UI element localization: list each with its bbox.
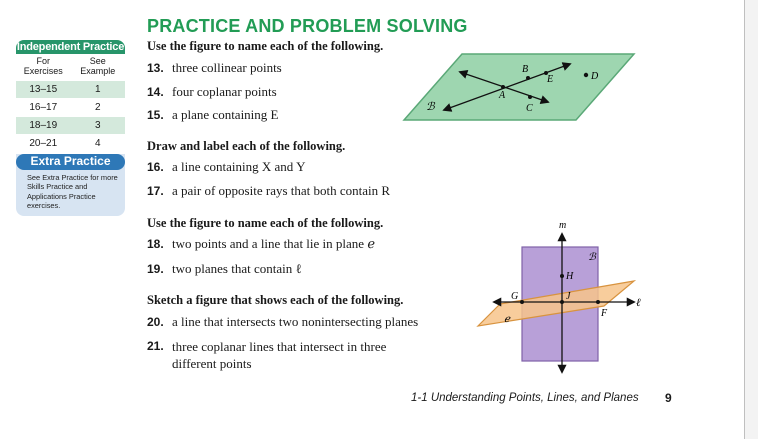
section-heading: Use the figure to name each of the following. [147, 39, 384, 53]
exercise-item [147, 159, 305, 175]
exercise-number: 16. [147, 160, 164, 174]
example-cell: 1 [94, 84, 101, 95]
label-b: B [522, 64, 529, 75]
exercise-text: a line containing X and Y [172, 159, 306, 174]
exercise-item [147, 107, 279, 123]
plane-shape [404, 54, 634, 120]
exercise-number: 21. [147, 339, 164, 353]
exercise-number: 20. [147, 315, 164, 329]
exercise-number: 19. [147, 262, 164, 276]
point-j [560, 300, 564, 304]
footer-text: 1-1 Understanding Points, Lines, and Planes [411, 392, 639, 404]
extra-practice-header: Extra Practice [16, 154, 125, 170]
exercise-text: a pair of opposite rays that both contain R [172, 183, 391, 198]
plane-label: ℬ [426, 101, 435, 113]
figure-intersecting-planes [470, 216, 660, 376]
exercise-item [147, 338, 386, 372]
page-number: 9 [665, 391, 672, 405]
point-h [560, 274, 564, 278]
table-row [16, 98, 125, 116]
exercise-number: 15. [147, 108, 164, 122]
independent-practice-box [16, 40, 125, 152]
example-cell: 2 [94, 102, 101, 113]
extra-practice-text: See Extra Practice for more Skills Practice and Applications Practice exercises. [27, 173, 118, 211]
label-g: G [511, 291, 519, 302]
independent-practice-columns [16, 54, 125, 80]
table-row [16, 134, 125, 152]
exercises-cell: 20–21 [29, 138, 58, 149]
figure-plane-points [400, 50, 640, 125]
exercise-text: two points and a line that lie in plane ℯ [172, 236, 376, 251]
label-f: F [601, 308, 608, 319]
exercise-number: 14. [147, 85, 164, 99]
section-heading: Use the figure to name each of the following. [147, 216, 384, 230]
exercise-number: 17. [147, 184, 164, 198]
point-c [528, 95, 532, 99]
exercise-item [147, 314, 418, 330]
exercise-number: 18. [147, 237, 164, 251]
table-row [16, 80, 125, 98]
exercise-text: four coplanar points [172, 84, 277, 99]
exercise-text: three coplanar lines that intersect in three different points [172, 339, 387, 371]
exercise-number: 13. [147, 61, 164, 75]
page-title: PRACTICE AND PROBLEM SOLVING [147, 16, 468, 36]
label-ell: ℓ [636, 297, 641, 309]
exercise-text: a plane containing E [172, 107, 279, 122]
label-d: D [591, 71, 599, 82]
label-m: m [559, 220, 567, 231]
exercise-item [147, 60, 282, 76]
exercise-item [147, 236, 375, 252]
independent-practice-header: Independent Practice [16, 41, 125, 53]
label-c: C [526, 103, 533, 114]
horizontal-plane-label: ℯ [504, 314, 510, 325]
page-margin [745, 0, 758, 439]
col-exercises-header: For Exercises [23, 56, 63, 76]
point-g [520, 300, 524, 304]
col-example-header: See Example [80, 56, 116, 76]
vertical-plane-label: ℬ [588, 252, 596, 263]
exercises-cell: 18–19 [29, 120, 58, 131]
point-a [501, 85, 505, 89]
exercise-text: a line that intersects two nonintersecting planes [172, 314, 419, 329]
exercise-item [147, 84, 277, 100]
exercise-item [147, 261, 302, 277]
point-f [596, 300, 600, 304]
exercises-cell: 13–15 [29, 84, 58, 95]
exercise-text: three collinear points [172, 60, 282, 75]
label-e: E [547, 74, 554, 85]
label-j: J [566, 291, 571, 302]
table-row [16, 116, 125, 134]
example-cell: 4 [94, 138, 101, 149]
exercise-text: two planes that contain ℓ [172, 261, 302, 276]
example-cell: 3 [94, 120, 101, 131]
section-heading: Sketch a figure that shows each of the following. [147, 293, 404, 307]
exercise-item [147, 183, 390, 199]
exercises-cell: 16–17 [29, 102, 58, 113]
section-heading: Draw and label each of the following. [147, 139, 346, 153]
point-d [584, 73, 588, 77]
label-a: A [499, 90, 506, 101]
point-b [526, 76, 530, 80]
label-h: H [566, 271, 574, 282]
